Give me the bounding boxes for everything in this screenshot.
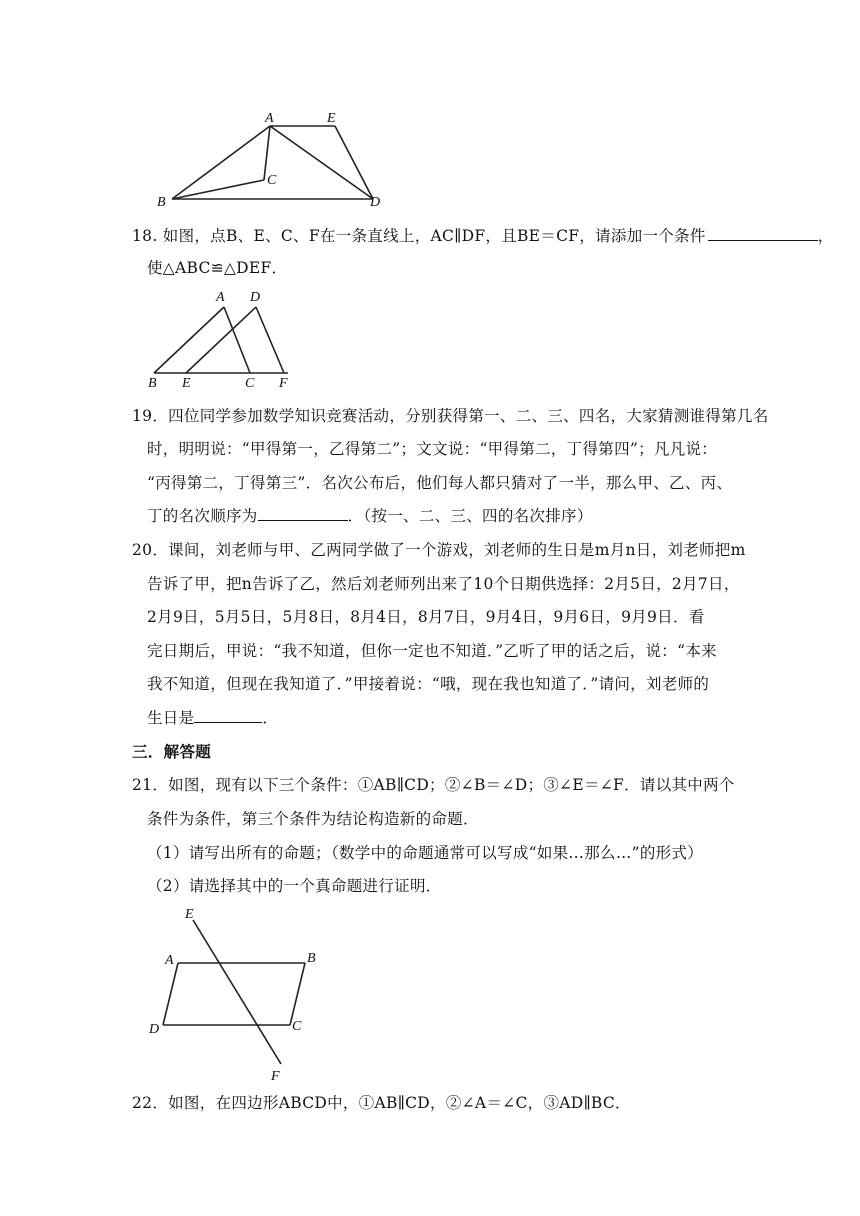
q18-text: 18. 如图，点B、E、C、F在一条直线上，AC∥DF，且BE＝CF，请添加一个条件 [132,227,706,245]
q21-figure [145,900,330,1090]
section-title: 三．解答题 [132,743,212,761]
segment-ED [335,126,373,199]
label-A: A [265,111,274,126]
q19-line2: 时，明明说：“甲得第一，乙得第二”；文文说：“甲得第二，丁得第四”；凡凡说： [147,440,718,458]
label-E: E [327,111,336,126]
q20-text-a: 生日是 [147,709,195,727]
label-B: B [157,195,166,210]
q18-line2: 使△ABC≌△DEF． [147,259,288,277]
segment-AD [270,126,373,199]
label-E: E [182,376,191,391]
q20-line4: 完日期后，甲说：“我不知道，但你一定也不知道．”乙听了甲的话之后，说：“本来 [147,642,717,660]
segment-AC [264,126,270,180]
label-C: C [292,1019,302,1034]
segment-BA [172,126,270,199]
q19-text-a: 丁的名次顺序为 [147,507,258,525]
label-F: F [279,376,288,391]
q20-line2: 告诉了甲，把n告诉了乙，然后刘老师列出来了10个日期供选择：2月5日，2月7日， [147,575,740,593]
q22-line1: 22．如图，在四边形ABCD中，①AB∥CD，②∠A＝∠C，③AD∥BC． [132,1094,631,1112]
q19-line4 [147,506,593,526]
label-B: B [307,951,316,966]
q19-text-b: ．（按一、二、三、四的名次排序） [347,507,593,525]
label-C: C [267,173,277,188]
q21-sub1: （1）请写出所有的命题；（数学中的命题通常可以写成“如果…那么…”的形式） [147,844,704,862]
segment-DF [256,307,284,373]
q20-line5: 我不知道，但现在我知道了．”甲接着说：“哦，现在我也知道了．”请问，刘老师的 [147,675,710,693]
q18-answer-blank[interactable] [708,226,818,241]
q20-line6 [147,708,278,728]
q18-comma: ， [817,227,834,245]
q18-figure [140,285,300,395]
segment-BC [290,963,305,1025]
label-F: F [271,1069,280,1084]
q20-line3: 2月9日，5月5日，5月8日，8月4日，8月7日，9月4日，9月6日，9月9日．看 [147,608,705,626]
segment-BA [154,307,224,373]
segment-EF [193,920,281,1064]
label-D: D [149,1022,160,1037]
q21-line2: 条件为条件，第三个条件为结论构造新的命题． [147,810,479,828]
label-D: D [250,290,261,305]
label-E: E [185,907,194,922]
q20-line1: 20．课间，刘老师与甲、乙两同学做了一个游戏，刘老师的生日是m月n日，刘老师把m [132,541,746,559]
q19-line3: “丙得第二，丁得第三”．名次公布后，他们每人都只猜对了一半，那么甲、乙、丙、 [147,474,733,492]
segment-AD [163,963,178,1025]
label-C: C [245,376,255,391]
q21-sub2: （2）请选择其中的一个真命题进行证明． [147,877,442,895]
q20-text-b: ． [262,709,279,727]
q17-figure [145,100,395,215]
label-B: B [148,376,157,391]
q18-line1 [132,226,834,246]
q19-answer-blank[interactable] [258,506,348,521]
q20-answer-blank[interactable] [194,708,262,723]
label-A: A [165,953,174,968]
q19-line1: 19．四位同学参加数学知识竞赛活动，分别获得第一、二、三、四名，大家猜测谁得第几名 [132,407,769,425]
label-D: D [370,195,381,210]
q21-line1: 21．如图，现有以下三个条件：①AB∥CD；②∠B＝∠D；③∠E＝∠F．请以其中两个 [132,776,735,794]
label-A: A [216,290,225,305]
